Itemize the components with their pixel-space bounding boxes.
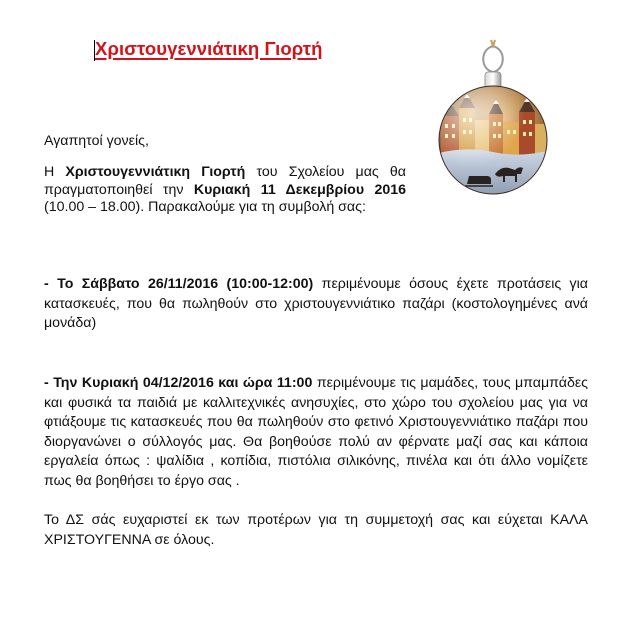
saturday-date: - Το Σάββατο 26/11/2016 (10:00-12:00) bbox=[44, 276, 314, 292]
intro-event-name: Χριστουγεννιάτικη Γιορτή bbox=[65, 164, 246, 180]
intro-text-1: Η bbox=[44, 164, 66, 180]
sunday-date: - Την Κυριακή 04/12/2016 και ώρα 11:00 bbox=[44, 375, 313, 391]
christmas-bauble-icon bbox=[435, 36, 551, 206]
intro-text-3: (10.00 – 18.00). Παρακαλούμε για τη συμβολή σας: bbox=[44, 199, 366, 215]
sunday-paragraph bbox=[44, 374, 588, 491]
greeting: Αγαπητοί γονείς, bbox=[44, 133, 149, 149]
sunday-text: περιμένουμε τις μαμάδες, τους μπαμπάδες και φυσικά τα παιδιά με καλλιτεχνικές ανησυχίες, στο χώρο του σχολείου μας για να φτιάξουμε τις κατασκευές που θα πωληθούν στο φετινό Χριστουγεννιάτικο παζάρι που διοργανώνει ο σύλλογός μας. Θα βοηθούσε πολύ αν φέρνατε μαζί σας και κάποια εργαλεία όπως : ψαλίδια , κοπίδια, πιστόλια σιλικόνης, πινέλα και ότι άλλο νομίζετε πως θα βοηθήσει το έργο σας . bbox=[44, 375, 588, 489]
page-title: Χριστουγεννιάτικη Γιορτή bbox=[95, 38, 323, 59]
intro-paragraph bbox=[44, 164, 406, 217]
intro-text-2: του Σχολείου μας θα πραγματοποιηθεί την bbox=[44, 164, 406, 198]
saturday-text: περιμένουμε όσους έχετε προτάσεις για κατασκευές, που θα πωληθούν στο χριστουγεννιάτικο παζάρι (κοστολογημένες ανά μονάδα) bbox=[44, 276, 588, 331]
intro-event-date: Κυριακή 11 Δεκεμβρίου 2016 bbox=[193, 181, 407, 198]
saturday-paragraph bbox=[44, 275, 588, 334]
closing-paragraph: Το ΔΣ σάς ευχαριστεί εκ των προτέρων για τη συμμετοχή σας και εύχεται ΚΑΛΑ ΧΡΙΣΤΟΥΓΕΝΝΑ σε όλους. bbox=[44, 512, 588, 548]
